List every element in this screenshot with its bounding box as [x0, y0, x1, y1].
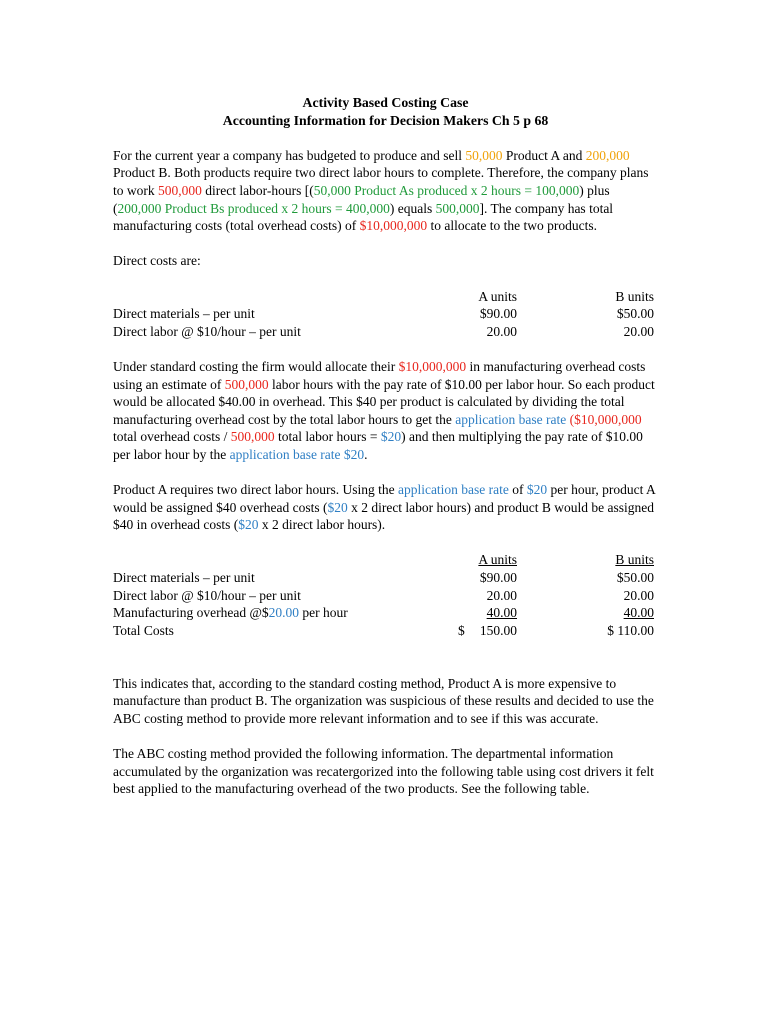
standard-costing-table	[113, 551, 658, 639]
product-a-paragraph: Product A requires two direct labor hours. Using the application base rate of $20 per hour, product A would be assigned $40 overhead costs ($20 x 2 direct labor hours) and product B would be assigned $40 in overhead costs ($20 x 2 direct labor hours).	[113, 482, 655, 533]
table-header-row	[113, 288, 658, 306]
table-header-row	[113, 551, 658, 569]
column-header-a: A units	[478, 552, 517, 568]
standard-costing-paragraph: Under standard costing the firm would allocate their $10,000,000 in manufacturing overhead costs using an estimate of 500,000 labor hours with the pay rate of $10.00 per labor hour. So each product would be allocated $40.00 in overhead. This $40 per product is calculated by dividing the total manufacturing overhead cost by the total labor hours to get the application base rate ($10,000,000 total overhead costs / 500,000 total labor hours = $20) and then multiplying the pay rate of $10.00 per labor hour by the application base rate $20.	[113, 358, 655, 462]
abc-intro-paragraph: The ABC costing method provided the following information. The departmental information accumulated by the organization was recatergorized into the following table using cost drivers it felt best applied to the manufacturing overhead of the two products. See the following table.	[113, 745, 654, 797]
document-subtitle: Accounting Information for Decision Makers Ch 5 p 68	[222, 112, 549, 128]
table-row: Direct labor @ $10/hour – per unit 20.00 20.00	[113, 587, 654, 603]
column-header-a: A units	[478, 288, 517, 304]
table-row: Direct materials – per unit $90.00 $50.00	[113, 306, 654, 322]
direct-costs-heading: Direct costs are:	[113, 253, 201, 269]
table-row-total: Total Costs $ 150.00 $ 110.00	[113, 622, 654, 638]
intro-paragraph: For the current year a company has budgeted to produce and sell 50,000 Product A and 200,000 Product B. Both products require two direct labor hours to complete. Therefore, the company plans to work 500,000 direct labor-hours [(50,000 Product As produced x 2 hours = 100,000) plus (200,000 Product Bs produced x 2 hours = 400,000) equals 500,000]. The company has total manufacturing costs (total overhead costs) of $10,000,000 to allocate to the two products.	[113, 147, 649, 234]
document-page	[113, 94, 658, 798]
document-title: Activity Based Costing Case	[302, 95, 469, 110]
table-row: Direct materials – per unit $90.00 $50.00	[113, 570, 654, 586]
column-header-b: B units	[615, 288, 654, 304]
direct-costs-table	[113, 288, 658, 341]
conclusion-paragraph: This indicates that, according to the standard costing method, Product A is more expensive to manufacture than product B. The organization was suspicious of these results and decided to use the ABC costing method to provide more relevant information and to see if this was accurate.	[113, 675, 654, 726]
column-header-b: B units	[615, 552, 654, 568]
table-row-overhead: Manufacturing overhead @$20.00 per hour 40.00 40.00	[113, 605, 654, 621]
table-row: Direct labor @ $10/hour – per unit 20.00 20.00	[113, 323, 654, 339]
